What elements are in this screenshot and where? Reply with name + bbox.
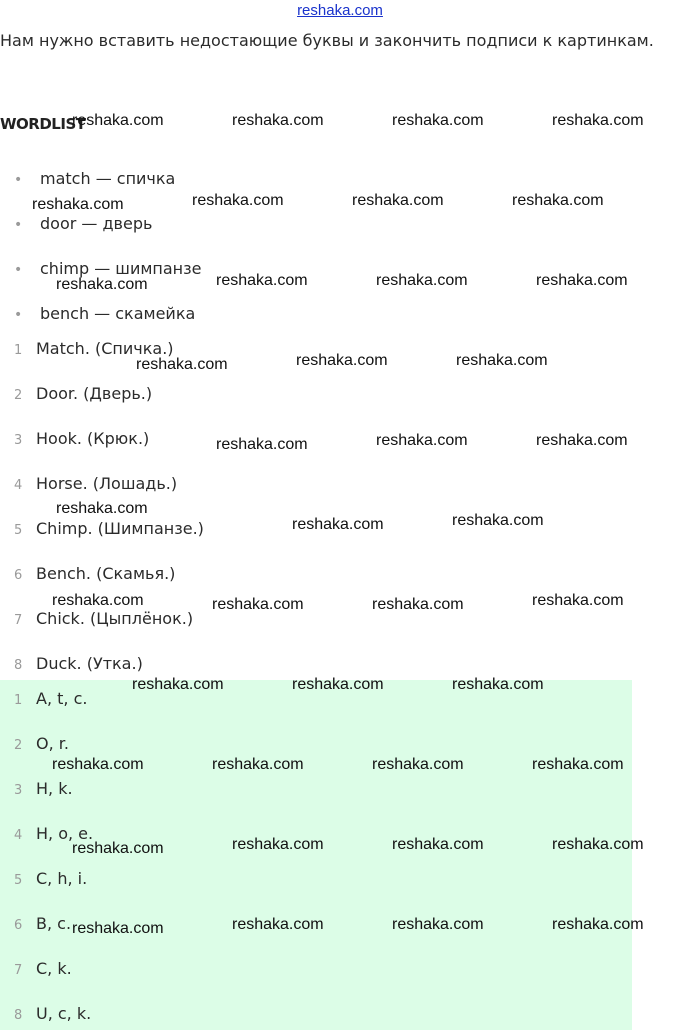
row-number: 3 bbox=[14, 433, 23, 448]
translation-text: Hook. (Крюк.) bbox=[36, 429, 150, 448]
row-number: 8 bbox=[14, 658, 23, 673]
watermark: reshaka.com bbox=[452, 512, 544, 529]
watermark: reshaka.com bbox=[292, 516, 384, 533]
answer-text: B, c. bbox=[36, 914, 72, 933]
watermark: reshaka.com bbox=[72, 920, 164, 937]
row-number: 2 bbox=[14, 388, 23, 403]
wordlist-item-text: bench — скамейка bbox=[40, 304, 196, 323]
row-number: 5 bbox=[14, 523, 23, 538]
row-number: 5 bbox=[14, 873, 23, 888]
answer-text: H, k. bbox=[36, 779, 73, 798]
answer-row bbox=[14, 959, 72, 978]
answer-row bbox=[14, 914, 71, 933]
watermark: reshaka.com bbox=[56, 276, 148, 293]
watermark: reshaka.com bbox=[536, 432, 628, 449]
watermark: reshaka.com bbox=[392, 836, 484, 853]
row-number: 6 bbox=[14, 918, 23, 933]
watermark: reshaka.com bbox=[72, 112, 164, 129]
answer-row bbox=[14, 689, 87, 708]
watermark: reshaka.com bbox=[372, 756, 464, 773]
watermark: reshaka.com bbox=[536, 272, 628, 289]
answer-text: O, r. bbox=[36, 734, 69, 753]
watermark: reshaka.com bbox=[132, 676, 224, 693]
answer-text: H, o, e. bbox=[36, 824, 94, 843]
watermark: reshaka.com bbox=[212, 596, 304, 613]
row-number: 1 bbox=[14, 343, 23, 358]
row-number: 3 bbox=[14, 783, 23, 798]
watermark: reshaka.com bbox=[552, 836, 644, 853]
watermark: reshaka.com bbox=[72, 840, 164, 857]
watermark: reshaka.com bbox=[296, 352, 388, 369]
watermark: reshaka.com bbox=[232, 112, 324, 129]
answer-row bbox=[14, 779, 73, 798]
bullet-icon: • bbox=[14, 307, 23, 323]
translation-text: Chimp. (Шимпанзе.) bbox=[36, 519, 204, 538]
watermark: reshaka.com bbox=[532, 592, 624, 609]
answer-text: C, k. bbox=[36, 959, 72, 978]
translation-row bbox=[14, 519, 204, 538]
row-number: 4 bbox=[14, 478, 23, 493]
answer-text: U, c, k. bbox=[36, 1004, 92, 1023]
watermark: reshaka.com bbox=[56, 500, 148, 517]
answer-text: C, h, i. bbox=[36, 869, 88, 888]
watermark: reshaka.com bbox=[216, 272, 308, 289]
watermark: reshaka.com bbox=[452, 676, 544, 693]
watermark: reshaka.com bbox=[232, 836, 324, 853]
row-number: 8 bbox=[14, 1008, 23, 1023]
watermark: reshaka.com bbox=[232, 916, 324, 933]
answer-row bbox=[14, 1004, 91, 1023]
translation-text: Duck. (Утка.) bbox=[36, 654, 143, 673]
intro-text: Нам нужно вставить недостающие буквы и закончить подписи к картинкам. bbox=[0, 31, 654, 50]
row-number: 1 bbox=[14, 693, 23, 708]
wordlist-heading: WORDLIST bbox=[0, 115, 86, 133]
watermark: reshaka.com bbox=[52, 756, 144, 773]
answer-row bbox=[14, 869, 87, 888]
wordlist-item bbox=[14, 214, 152, 233]
watermark: reshaka.com bbox=[512, 192, 604, 209]
row-number: 7 bbox=[14, 613, 23, 628]
translation-row bbox=[14, 609, 193, 628]
watermark: reshaka.com bbox=[552, 916, 644, 933]
watermark: reshaka.com bbox=[376, 272, 468, 289]
wordlist-item bbox=[14, 304, 195, 323]
translation-text: Match. (Спичка.) bbox=[36, 339, 174, 358]
row-number: 4 bbox=[14, 828, 23, 843]
translation-text: Horse. (Лошадь.) bbox=[36, 474, 178, 493]
translation-text: Chick. (Цыплёнок.) bbox=[36, 609, 194, 628]
translation-row bbox=[14, 564, 175, 583]
watermark: reshaka.com bbox=[216, 436, 308, 453]
watermark: reshaka.com bbox=[136, 356, 228, 373]
watermark: reshaka.com bbox=[372, 596, 464, 613]
translation-row bbox=[14, 474, 177, 493]
row-number: 7 bbox=[14, 963, 23, 978]
watermark: reshaka.com bbox=[552, 112, 644, 129]
answer-text: A, t, c. bbox=[36, 689, 88, 708]
watermark: reshaka.com bbox=[352, 192, 444, 209]
bullet-icon: • bbox=[14, 172, 23, 188]
wordlist-item bbox=[14, 169, 175, 188]
translation-row bbox=[14, 384, 152, 403]
row-number: 6 bbox=[14, 568, 23, 583]
watermark: reshaka.com bbox=[32, 196, 124, 213]
site-link[interactable]: reshaka.com bbox=[297, 2, 383, 19]
watermark: reshaka.com bbox=[192, 192, 284, 209]
watermark: reshaka.com bbox=[392, 916, 484, 933]
answer-row bbox=[14, 734, 69, 753]
watermark: reshaka.com bbox=[456, 352, 548, 369]
watermark: reshaka.com bbox=[532, 756, 624, 773]
translation-row bbox=[14, 654, 143, 673]
wordlist-item-text: chimp — шимпанзе bbox=[40, 259, 202, 278]
wordlist-item-text: door — дверь bbox=[40, 214, 153, 233]
translation-text: Bench. (Скамья.) bbox=[36, 564, 176, 583]
wordlist-item-text: match — спичка bbox=[40, 169, 176, 188]
watermark: reshaka.com bbox=[392, 112, 484, 129]
watermark: reshaka.com bbox=[212, 756, 304, 773]
translation-row bbox=[14, 429, 149, 448]
translation-text: Door. (Дверь.) bbox=[36, 384, 153, 403]
watermark: reshaka.com bbox=[52, 592, 144, 609]
bullet-icon: • bbox=[14, 262, 23, 278]
watermark: reshaka.com bbox=[376, 432, 468, 449]
watermark: reshaka.com bbox=[292, 676, 384, 693]
bullet-icon: • bbox=[14, 217, 23, 233]
row-number: 2 bbox=[14, 738, 23, 753]
